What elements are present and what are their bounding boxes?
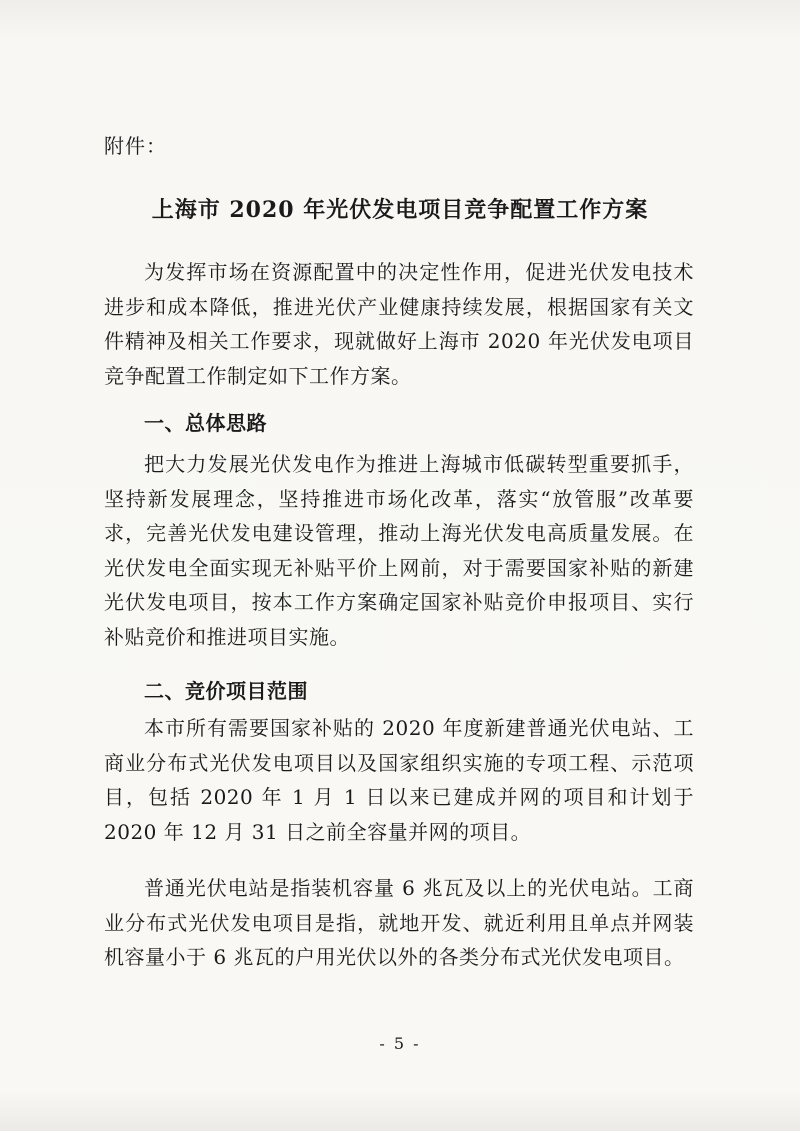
- intro-block: [104, 255, 694, 393]
- intro-paragraph: 为发挥市场在资源配置中的决定性作用，促进光伏发电技术进步和成本降低，推进光伏产业健康持续发展，根据国家有关文件精神及相关工作要求，现就做好上海市 2020 年光伏发电项目竞争配置工作制定如下工作方案。: [104, 260, 694, 388]
- document-title: 上海市 2020 年光伏发电项目竞争配置工作方案: [151, 197, 649, 223]
- section2-paragraph-1: 本市所有需要国家补贴的 2020 年度新建普通光伏电站、工商业分布式光伏发电项目以及国家组织实施的专项工程、示范项目，包括 2020 年 1 月 1 日以来已建成并网的项目和计划于 2020 年 12 月 31 日之前全容量并网的项目。: [104, 716, 694, 844]
- attachment-label: 附件：: [104, 134, 167, 158]
- section1-paragraph: 把大力发展光伏发电作为推进上海城市低碳转型重要抓手，坚持新发展理念，坚持推进市场化改革，落实“放管服”改革要求，完善光伏发电建设管理，推动上海光伏发电高质量发展。在光伏发电全面实现无补贴平价上网前，对于需要国家补贴的新建光伏发电项目，按本工作方案确定国家补贴竞价申报项目、实行补贴竞价和推进项目实施。: [104, 452, 694, 649]
- section1-heading: 一、总体思路: [144, 411, 267, 435]
- section2-block-1: [104, 711, 694, 849]
- section1-heading-block: [104, 406, 694, 441]
- section2-block-2: [104, 871, 694, 975]
- section2-paragraph-2: 普通光伏电站是指装机容量 6 兆瓦及以上的光伏电站。工商业分布式光伏发电项目是指，就地开发、就近利用且单点并网装机容量小于 6 兆瓦的户用光伏以外的各类分布式光伏发电项目。: [104, 876, 694, 970]
- section2-heading-block: [104, 674, 694, 709]
- section2-heading: 二、竞价项目范围: [144, 679, 308, 703]
- section1-block: [104, 447, 694, 655]
- page-number: - 5 -: [379, 1034, 421, 1053]
